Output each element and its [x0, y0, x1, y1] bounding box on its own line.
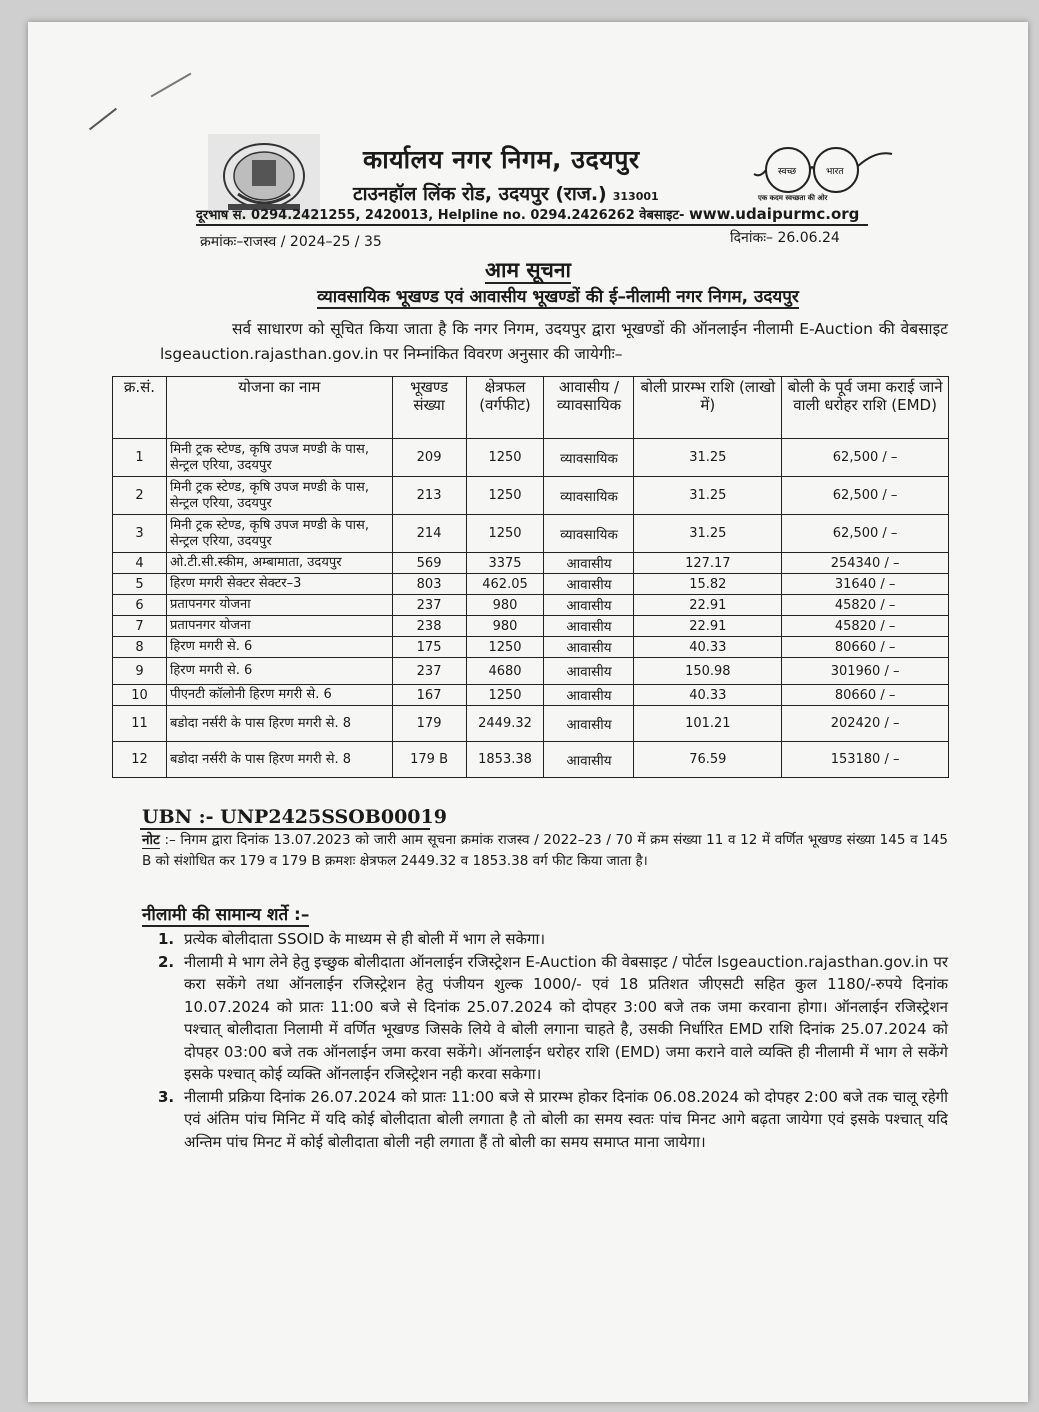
- cell-scheme: हिरण मगरी से. 6: [166, 637, 392, 658]
- cell-sno: 12: [113, 742, 167, 778]
- condition-number: 3.: [158, 1087, 175, 1106]
- cell-reserve-price: 127.17: [634, 553, 782, 574]
- cell-sno: 2: [113, 477, 167, 515]
- header-type: आवासीय / व्यावसायिक: [544, 377, 634, 439]
- header-scheme: योजना का नाम: [166, 377, 392, 439]
- cell-emd: 202420 / –: [782, 706, 949, 742]
- cell-type: व्यावसायिक: [544, 515, 634, 553]
- header-plot-no: भूखण्ड संख्या: [392, 377, 466, 439]
- cell-type: आवासीय: [544, 685, 634, 706]
- header-emd: बोली के पूर्व जमा कराई जाने वाली धरोहर राशि (EMD): [782, 377, 949, 439]
- table-row: [113, 658, 949, 685]
- table-row: [113, 574, 949, 595]
- cell-area: 462.05: [466, 574, 544, 595]
- cell-type: आवासीय: [544, 658, 634, 685]
- table-header-row: [113, 377, 949, 439]
- table-row: [113, 553, 949, 574]
- cell-type: आवासीय: [544, 616, 634, 637]
- cell-plot-no: 175: [392, 637, 466, 658]
- cell-type: व्यावसायिक: [544, 439, 634, 477]
- table-row: [113, 706, 949, 742]
- plots-table: [112, 376, 949, 778]
- condition-item: [158, 951, 948, 1086]
- cell-sno: 6: [113, 595, 167, 616]
- table-row: [113, 616, 949, 637]
- cell-reserve-price: 150.98: [634, 658, 782, 685]
- notice-title: आम सूचना: [485, 258, 571, 282]
- cell-area: 1250: [466, 637, 544, 658]
- note-label: नोट: [142, 832, 160, 848]
- cell-plot-no: 803: [392, 574, 466, 595]
- condition-number: 2.: [158, 952, 175, 971]
- cell-sno: 10: [113, 685, 167, 706]
- cell-sno: 8: [113, 637, 167, 658]
- cell-scheme: मिनी ट्रक स्टेण्ड, कृषि उपज मण्डी के पास, सेन्ट्रल एरिया, उदयपुर: [166, 515, 392, 553]
- cell-reserve-price: 22.91: [634, 616, 782, 637]
- staple-mark: [89, 108, 117, 131]
- cell-reserve-price: 40.33: [634, 637, 782, 658]
- condition-item: [158, 928, 948, 951]
- condition-number: 1.: [158, 930, 175, 948]
- note-paragraph: [142, 830, 948, 872]
- table-body: [113, 439, 949, 778]
- cell-type: आवासीय: [544, 706, 634, 742]
- cell-scheme: ओ.टी.सी.स्कीम, अम्बामाता, उदयपुर: [166, 553, 392, 574]
- cell-area: 2449.32: [466, 706, 544, 742]
- cell-emd: 45820 / –: [782, 595, 949, 616]
- cell-scheme: पीएनटी कॉलोनी हिरण मगरी से. 6: [166, 685, 392, 706]
- cell-reserve-price: 40.33: [634, 685, 782, 706]
- cell-emd: 153180 / –: [782, 742, 949, 778]
- cell-reserve-price: 22.91: [634, 595, 782, 616]
- cell-emd: 301960 / –: [782, 658, 949, 685]
- cell-plot-no: 214: [392, 515, 466, 553]
- cell-plot-no: 238: [392, 616, 466, 637]
- cell-area: 1250: [466, 477, 544, 515]
- cell-type: आवासीय: [544, 595, 634, 616]
- cell-plot-no: 569: [392, 553, 466, 574]
- cell-reserve-price: 101.21: [634, 706, 782, 742]
- cell-plot-no: 209: [392, 439, 466, 477]
- cell-emd: 62,500 / –: [782, 439, 949, 477]
- cell-sno: 5: [113, 574, 167, 595]
- cell-reserve-price: 31.25: [634, 439, 782, 477]
- cell-emd: 80660 / –: [782, 637, 949, 658]
- cell-area: 980: [466, 595, 544, 616]
- cell-emd: 80660 / –: [782, 685, 949, 706]
- cell-reserve-price: 76.59: [634, 742, 782, 778]
- cell-area: 1853.38: [466, 742, 544, 778]
- cell-scheme: हिरण मगरी से. 6: [166, 658, 392, 685]
- table-row: [113, 637, 949, 658]
- cell-plot-no: 167: [392, 685, 466, 706]
- contact-line: दूरभाष स. 0294.2421255, 2420013, Helpline no. 0294.2426262 वेबसाइट- www.udaipurmc.org: [196, 205, 860, 223]
- cell-scheme: प्रतापनगर योजना: [166, 595, 392, 616]
- conditions-list: [158, 928, 948, 1153]
- ubn-number: UBN :- UNP2425SSOB00019: [142, 806, 447, 828]
- swachh-left-text: स्वच्छ: [778, 167, 797, 177]
- cell-sno: 11: [113, 706, 167, 742]
- website-link: www.udaipurmc.org: [688, 205, 860, 223]
- conditions-title: नीलामी की सामान्य शर्ते :–: [142, 905, 310, 925]
- cell-reserve-price: 31.25: [634, 477, 782, 515]
- cell-type: आवासीय: [544, 742, 634, 778]
- notice-subject: व्यावसायिक भूखण्ड एवं आवासीय भूखण्डों की ई–नीलामी नगर निगम, उदयपुर: [317, 287, 799, 307]
- cell-emd: 62,500 / –: [782, 515, 949, 553]
- office-title: कार्यालय नगर निगम, उदयपुर: [363, 145, 640, 174]
- swachh-tagline: एक कदम स्वच्छता की ओर: [758, 194, 828, 202]
- condition-text: प्रत्येक बोलीदाता SSOID के माध्यम से ही बोली में भाग ले सकेगा।: [184, 930, 546, 948]
- cell-plot-no: 213: [392, 477, 466, 515]
- cell-scheme: हिरण मगरी सेक्टर सेक्टर–3: [166, 574, 392, 595]
- staple-mark: [151, 73, 192, 98]
- cell-scheme: बडोदा नर्सरी के पास हिरण मगरी से. 8: [166, 742, 392, 778]
- intro-paragraph: सर्व साधारण को सूचित किया जाता है कि नगर निगम, उदयपुर द्वारा भूखण्डों की ऑनलाईन नीलामी E-Auction की वेबसाइट lsgeauction.rajasthan.gov.in पर निम्नांकित विवरण अनुसार की जायेगीः–: [160, 320, 948, 363]
- table-row: [113, 742, 949, 778]
- office-address: टाउनहॉल लिंक रोड, उदयपुर (राज.) 313001: [353, 183, 659, 205]
- cell-emd: 254340 / –: [782, 553, 949, 574]
- cell-scheme: प्रतापनगर योजना: [166, 616, 392, 637]
- cell-sno: 3: [113, 515, 167, 553]
- cell-plot-no: 237: [392, 658, 466, 685]
- cell-area: 1250: [466, 439, 544, 477]
- cell-scheme: मिनी ट्रक स्टेण्ड, कृषि उपज मण्डी के पास, सेन्ट्रल एरिया, उदयपुर: [166, 439, 392, 477]
- cell-reserve-price: 31.25: [634, 515, 782, 553]
- document-page: [28, 22, 1028, 1402]
- cell-reserve-price: 15.82: [634, 574, 782, 595]
- table-row: [113, 515, 949, 553]
- cell-emd: 62,500 / –: [782, 477, 949, 515]
- cell-plot-no: 179: [392, 706, 466, 742]
- cell-emd: 31640 / –: [782, 574, 949, 595]
- cell-area: 4680: [466, 658, 544, 685]
- cell-emd: 45820 / –: [782, 616, 949, 637]
- header-rule: [196, 224, 868, 226]
- table-row: [113, 595, 949, 616]
- condition-item: [158, 1086, 948, 1154]
- table-row: [113, 685, 949, 706]
- cell-sno: 4: [113, 553, 167, 574]
- cell-type: व्यावसायिक: [544, 477, 634, 515]
- cell-scheme: मिनी ट्रक स्टेण्ड, कृषि उपज मण्डी के पास, सेन्ट्रल एरिया, उदयपुर: [166, 477, 392, 515]
- cell-area: 1250: [466, 685, 544, 706]
- issue-date: दिनांकः– 26.06.24: [730, 230, 840, 246]
- cell-area: 980: [466, 616, 544, 637]
- cell-type: आवासीय: [544, 637, 634, 658]
- cell-type: आवासीय: [544, 574, 634, 595]
- cell-type: आवासीय: [544, 553, 634, 574]
- note-text: :– निगम द्वारा दिनांक 13.07.2023 को जारी आम सूचना क्रमांक राजस्व / 2022–23 / 70 में क्रम संख्या 11 व 12 में वर्णित भूखण्ड संख्या 145 व 145 B को संशोधित कर 179 व 179 B क्रमशः क्षेत्रफल 2449.32 व 1853.38 वर्ग फीट किया जाता है।: [142, 832, 948, 869]
- header-sno: क्र.सं.: [113, 377, 167, 439]
- swachh-right-text: भारत: [826, 167, 844, 177]
- reference-number: क्रमांकः–राजस्व / 2024–25 / 35: [200, 234, 382, 250]
- cell-area: 3375: [466, 553, 544, 574]
- cell-plot-no: 237: [392, 595, 466, 616]
- condition-text: नीलामी मे भाग लेने हेतु इच्छुक बोलीदाता ऑनलाईन रजिस्ट्रेशन E-Auction की वेबसाइट / पोर्टल lsgeauction.rajasthan.gov.in पर करा सकेंगे तथा ऑनलाईन रजिस्ट्रेशन हेतु पंजीयन शुल्क 1000/- एवं 18 प्रतिशत जीएसटी सहित कुल 1180/-रुपये दिनांक 10.07.2024 को प्रातः 11:00 बजे से दिनांक 25.07.2024 को दोपहर 3:00 बजे तक जमा करवाना होगा। ऑनलाईन रजिस्ट्रेशन पश्चात् बोलीदाता निलामी में वर्णित भूखण्ड जिसके लिये वे बोली लगाना चाहते है, उसकी निर्धारित EMD राशि दिनांक 25.07.2024 को दोपहर 03:00 बजे तक ऑनलाईन जमा करवा सकेंगे। ऑनलाईन धरोहर राशि (EMD) जमा कराने वाले व्यक्ति ही नीलामी में भाग ले सकेंगे इसके पश्चात् कोई व्यक्ति ऑनलाईन रजिस्ट्रेशन नही करवा सकेगा।: [184, 952, 948, 1083]
- header-area: क्षेत्रफल (वर्गफीट): [466, 377, 544, 439]
- cell-sno: 7: [113, 616, 167, 637]
- cell-area: 1250: [466, 515, 544, 553]
- cell-plot-no: 179 B: [392, 742, 466, 778]
- table-row: [113, 477, 949, 515]
- table-row: [113, 439, 949, 477]
- condition-text: नीलामी प्रक्रिया दिनांक 26.07.2024 को प्रातः 11:00 बजे से प्रारम्भ होकर दिनांक 06.08.2024 को दोपहर 2:00 बजे तक चालू रहेगी एवं अंतिम पांच मिनिट में यदि कोई बोलीदाता बोली लगाता है तो बोली का समय स्वतः पांच मिनट आगे बढ़ता जायेगा एवं इसके पश्चात् यदि अन्तिम पांच मिनट में कोई बोलीदाता बोली नही लगाता हैं तो बोली का समय समाप्त माना जायेगा।: [184, 1087, 948, 1151]
- pincode: 313001: [612, 190, 659, 203]
- header-reserve-price: बोली प्रारम्भ राशि (लाखो में): [634, 377, 782, 439]
- cell-sno: 1: [113, 439, 167, 477]
- cell-sno: 9: [113, 658, 167, 685]
- cell-scheme: बडोदा नर्सरी के पास हिरण मगरी से. 8: [166, 706, 392, 742]
